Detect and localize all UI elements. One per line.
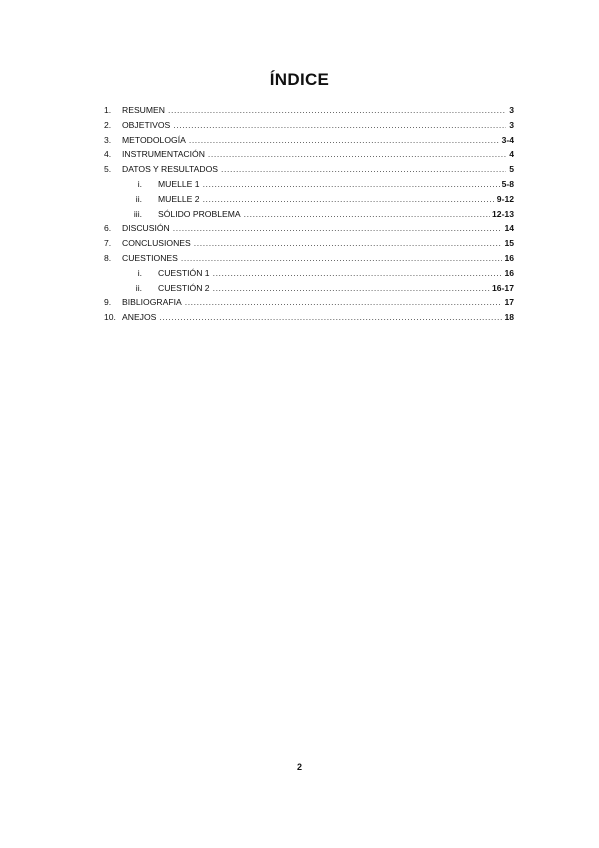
page-number: 2: [296, 762, 302, 772]
toc-entry-page: 15: [504, 238, 514, 249]
toc-entry-label: CUESTIONES: [122, 252, 178, 263]
page-title: ÍNDICE: [269, 70, 330, 89]
toc-entry-text: [122, 162, 514, 177]
toc-entry-page: 5-8: [501, 178, 514, 189]
toc-subentry-cuestion-2[interactable]: [104, 281, 514, 296]
toc-entry-number: 2.: [104, 119, 112, 130]
toc-entry-number: i.: [137, 267, 142, 278]
toc-entry-number: ii.: [135, 282, 142, 293]
toc-entry-metodologia[interactable]: [104, 133, 514, 148]
dot-leader: [189, 133, 500, 148]
toc-entry-discusion[interactable]: [104, 221, 514, 236]
toc-entry-label: BIBLIOGRAFIA: [122, 297, 182, 308]
toc-entry-text: [158, 177, 514, 192]
toc-entry-label: ANEJOS: [122, 312, 157, 323]
table-of-contents: [104, 103, 514, 325]
toc-entry-text: [122, 236, 514, 251]
dot-leader: [173, 221, 503, 236]
toc-entry-number: i.: [137, 178, 142, 189]
toc-entry-text: [122, 251, 514, 266]
dot-leader: [244, 207, 490, 222]
toc-subentry-solido-problema[interactable]: [104, 207, 514, 222]
toc-entry-number: 10.: [104, 312, 116, 323]
toc-entry-number: 4.: [104, 149, 112, 160]
toc-entry-conclusiones[interactable]: [104, 236, 514, 251]
dot-leader: [181, 251, 503, 266]
toc-entry-text: [158, 281, 514, 296]
dot-leader: [203, 192, 495, 207]
toc-entry-label: SÓLIDO PROBLEMA: [158, 208, 241, 219]
dot-leader: [185, 295, 503, 310]
toc-entry-page: 17: [504, 297, 514, 308]
toc-entry-label: CONCLUSIONES: [122, 238, 191, 249]
toc-subentry-muelle-2[interactable]: [104, 192, 514, 207]
toc-entry-text: [122, 118, 514, 133]
toc-entry-label: MUELLE 2: [158, 193, 200, 204]
toc-entry-number: 6.: [104, 223, 112, 234]
toc-entry-page: 9-12: [496, 193, 514, 204]
toc-entry-page: 4: [509, 149, 514, 160]
toc-entry-number: 1.: [104, 105, 112, 115]
toc-entry-datos-y-resultados[interactable]: [104, 162, 514, 177]
toc-entry-text: [122, 221, 514, 236]
toc-entry-resumen[interactable]: [104, 103, 514, 118]
toc-entry-page: 3: [509, 119, 514, 130]
toc-entry-page: 3: [509, 105, 514, 115]
toc-entry-page: 14: [504, 223, 514, 234]
toc-entry-page: 12-13: [492, 208, 514, 219]
toc-entry-text: [122, 310, 514, 325]
dot-leader: [208, 147, 506, 162]
dot-leader: [159, 310, 502, 325]
toc-entry-label: METODOLOGÍA: [122, 134, 186, 145]
toc-entry-page: 3-4: [501, 134, 514, 145]
toc-entry-label: CUESTIÓN 1: [158, 267, 210, 278]
toc-entry-number: 5.: [104, 164, 112, 175]
toc-entry-objetivos[interactable]: [104, 118, 514, 133]
toc-entry-page: 16: [504, 252, 514, 263]
toc-entry-label: DISCUSIÓN: [122, 223, 170, 234]
toc-entry-instrumentacion[interactable]: [104, 147, 514, 162]
toc-entry-label: CUESTIÓN 2: [158, 282, 210, 293]
toc-entry-anejos[interactable]: [104, 310, 514, 325]
toc-entry-number: 8.: [104, 252, 112, 263]
toc-entry-number: ii.: [135, 193, 142, 204]
toc-entry-number: 3.: [104, 134, 112, 145]
dot-leader: [213, 281, 490, 296]
toc-entry-page: 16: [504, 267, 514, 278]
toc-entry-page: 5: [509, 164, 514, 175]
dot-leader: [173, 118, 506, 133]
toc-entry-text: [158, 207, 514, 222]
toc-entry-text: [122, 295, 514, 310]
dot-leader: [168, 103, 506, 118]
toc-subentry-cuestion-1[interactable]: [104, 266, 514, 281]
dot-leader: [213, 266, 503, 281]
toc-entry-text: [158, 192, 514, 207]
toc-entry-cuestiones[interactable]: [104, 251, 514, 266]
toc-entry-label: RESUMEN: [122, 105, 165, 115]
toc-entry-number: 7.: [104, 238, 112, 249]
toc-entry-bibliografia[interactable]: [104, 295, 514, 310]
toc-entry-text: [158, 266, 514, 281]
toc-entry-text: [122, 103, 514, 118]
toc-entry-page: 18: [504, 312, 514, 323]
toc-entry-page: 16-17: [492, 282, 514, 293]
toc-entry-label: MUELLE 1: [158, 178, 200, 189]
toc-entry-number: iii.: [133, 208, 142, 219]
toc-entry-label: DATOS Y RESULTADOS: [122, 164, 218, 175]
dot-leader: [221, 162, 506, 177]
toc-entry-number: 9.: [104, 297, 112, 308]
toc-entry-label: OBJETIVOS: [122, 119, 171, 130]
toc-entry-text: [122, 147, 514, 162]
toc-subentry-muelle-1[interactable]: [104, 177, 514, 192]
toc-entry-text: [122, 133, 514, 148]
dot-leader: [203, 177, 500, 192]
dot-leader: [194, 236, 503, 251]
toc-entry-label: INSTRUMENTACIÓN: [122, 149, 205, 160]
